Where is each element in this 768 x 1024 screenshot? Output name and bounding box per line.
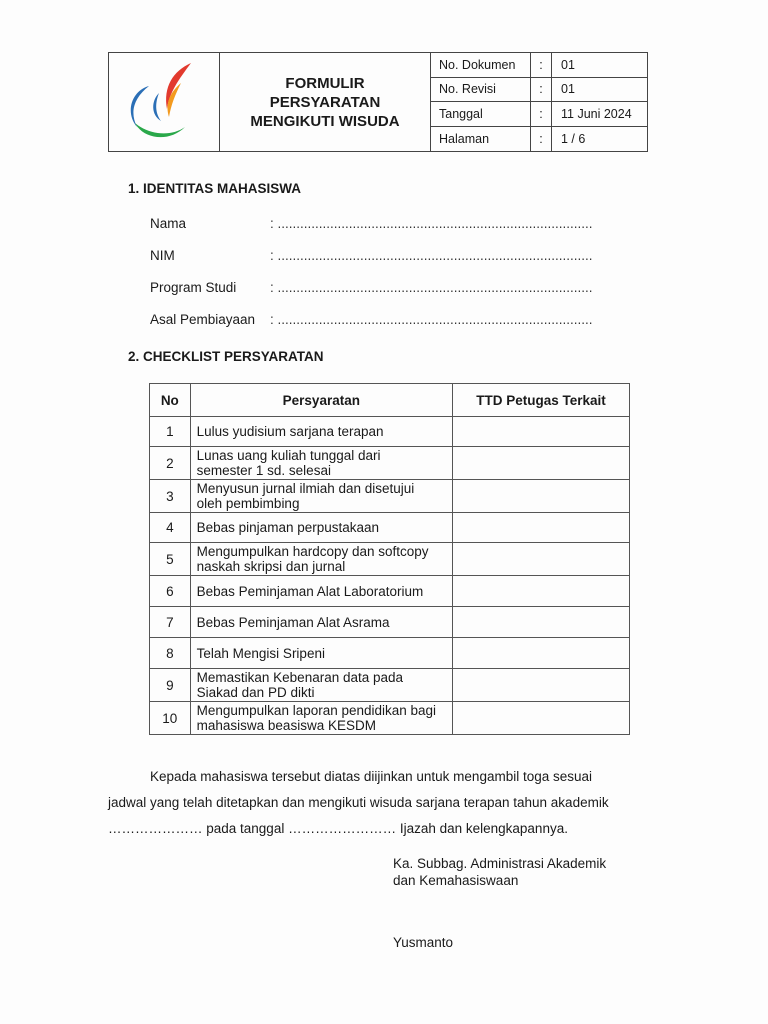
meta-value: 01 bbox=[561, 82, 575, 96]
signature-cell[interactable] bbox=[452, 480, 629, 513]
field-label: NIM bbox=[150, 248, 175, 263]
meta-label: Halaman bbox=[439, 132, 490, 146]
title-line: MENGIKUTI WISUDA bbox=[250, 112, 400, 130]
row-requirement bbox=[190, 607, 452, 638]
requirement-line: semester 1 sd. selesai bbox=[196, 463, 331, 478]
signature-cell[interactable] bbox=[452, 447, 629, 480]
row-requirement bbox=[190, 480, 452, 513]
signature-cell[interactable] bbox=[452, 513, 629, 543]
table-row bbox=[150, 417, 630, 447]
closing-paragraph bbox=[108, 764, 630, 842]
column-header-ttd: TTD Petugas Terkait bbox=[452, 384, 629, 417]
signature-cell[interactable] bbox=[452, 702, 629, 735]
requirement-line: Telah Mengisi Sripeni bbox=[196, 645, 325, 661]
row-requirement bbox=[190, 669, 452, 702]
meta-separator: : bbox=[530, 77, 552, 101]
row-number: 4 bbox=[150, 513, 191, 543]
field-fill-line[interactable]: : .................................................................................... bbox=[270, 248, 593, 263]
table-row bbox=[150, 576, 630, 607]
table-row bbox=[150, 543, 630, 576]
table-row bbox=[150, 702, 630, 735]
signer-block bbox=[393, 855, 606, 889]
document-meta bbox=[431, 53, 647, 151]
title-line: FORMULIR bbox=[285, 74, 365, 92]
closing-line: ………………… pada tanggal …………………… Ijazah dan kelengkapannya. bbox=[108, 821, 568, 836]
form-title bbox=[220, 53, 431, 151]
field-asal-pembiayaan[interactable] bbox=[150, 312, 600, 330]
requirement-line: mahasiswa beasiswa KESDM bbox=[196, 718, 376, 733]
signature-cell[interactable] bbox=[452, 576, 629, 607]
signer-name: Yusmanto bbox=[393, 935, 454, 950]
field-fill-line[interactable]: : .................................................................................... bbox=[270, 280, 593, 295]
requirement-line: Bebas Peminjaman Alat Laboratorium bbox=[196, 583, 424, 599]
row-number: 5 bbox=[150, 543, 191, 576]
field-label: Asal Pembiayaan bbox=[150, 312, 256, 327]
field-nama[interactable] bbox=[150, 216, 600, 234]
meta-value: 1 / 6 bbox=[561, 132, 586, 146]
meta-separator: : bbox=[530, 102, 552, 126]
logo-cell bbox=[109, 53, 220, 151]
section-checklist-heading: 2. CHECKLIST PERSYARATAN bbox=[128, 349, 324, 364]
meta-row-document-number bbox=[431, 53, 647, 78]
meta-label: No. Revisi bbox=[439, 82, 496, 96]
meta-value: 11 Juni 2024 bbox=[561, 107, 632, 121]
table-row bbox=[150, 669, 630, 702]
signer-title: dan Kemahasiswaan bbox=[393, 873, 519, 888]
row-requirement bbox=[190, 702, 452, 735]
row-number: 8 bbox=[150, 638, 191, 669]
table-row bbox=[150, 513, 630, 543]
row-requirement bbox=[190, 576, 452, 607]
field-label: Program Studi bbox=[150, 280, 237, 295]
meta-row-date bbox=[431, 102, 647, 127]
section-identity-heading: 1. IDENTITAS MAHASISWA bbox=[128, 181, 302, 196]
row-requirement bbox=[190, 543, 452, 576]
requirement-line: naskah skripsi dan jurnal bbox=[196, 559, 346, 574]
row-number: 2 bbox=[150, 447, 191, 480]
table-row bbox=[150, 447, 630, 480]
requirement-line: Menyusun jurnal ilmiah dan disetujui bbox=[196, 481, 415, 496]
table-row bbox=[150, 480, 630, 513]
checklist-table bbox=[149, 383, 630, 735]
row-requirement bbox=[190, 447, 452, 480]
column-header-persyaratan: Persyaratan bbox=[190, 384, 452, 417]
row-requirement bbox=[190, 638, 452, 669]
closing-line: jadwal yang telah ditetapkan dan mengikuti wisuda sarjana terapan tahun akademik bbox=[108, 795, 609, 810]
requirement-line: Mengumpulkan laporan pendidikan bagi bbox=[196, 703, 437, 718]
signature-cell[interactable] bbox=[452, 638, 629, 669]
field-fill-line[interactable]: : .................................................................................... bbox=[270, 312, 593, 327]
requirement-line: Bebas Peminjaman Alat Asrama bbox=[196, 614, 390, 630]
signature-cell[interactable] bbox=[452, 607, 629, 638]
row-requirement bbox=[190, 417, 452, 447]
meta-value: 01 bbox=[561, 58, 575, 72]
requirement-line: oleh pembimbing bbox=[196, 496, 300, 511]
table-header-row bbox=[150, 384, 630, 417]
meta-separator: : bbox=[530, 127, 552, 151]
row-number: 10 bbox=[150, 702, 191, 735]
meta-label: No. Dokumen bbox=[439, 58, 516, 72]
signature-cell[interactable] bbox=[452, 543, 629, 576]
table-row bbox=[150, 607, 630, 638]
requirement-line: Memastikan Kebenaran data pada bbox=[196, 670, 404, 685]
column-header-no: No bbox=[150, 384, 191, 417]
table-row bbox=[150, 638, 630, 669]
field-nim[interactable] bbox=[150, 248, 600, 266]
signer-title: Ka. Subbag. Administrasi Akademik bbox=[393, 856, 607, 871]
row-number: 6 bbox=[150, 576, 191, 607]
row-requirement bbox=[190, 513, 452, 543]
requirement-line: Lunas uang kuliah tunggal dari bbox=[196, 448, 381, 463]
row-number: 3 bbox=[150, 480, 191, 513]
meta-row-revision bbox=[431, 77, 647, 102]
field-program-studi[interactable] bbox=[150, 280, 600, 298]
field-fill-line[interactable]: : .................................................................................... bbox=[270, 216, 593, 231]
signature-cell[interactable] bbox=[452, 669, 629, 702]
requirement-line: Lulus yudisium sarjana terapan bbox=[196, 424, 384, 439]
title-line: PERSYARATAN bbox=[269, 93, 381, 111]
requirement-line: Bebas pinjaman perpustakaan bbox=[196, 520, 380, 535]
institution-logo-icon bbox=[109, 53, 219, 151]
field-label: Nama bbox=[150, 216, 187, 231]
closing-line: Kepada mahasiswa tersebut diatas diijinkan untuk mengambil toga sesuai bbox=[150, 769, 593, 784]
signature-cell[interactable] bbox=[452, 417, 629, 447]
requirement-line: Siakad dan PD dikti bbox=[196, 685, 315, 700]
document-header bbox=[108, 52, 648, 152]
row-number: 1 bbox=[150, 417, 191, 447]
meta-label: Tanggal bbox=[439, 107, 483, 121]
row-number: 7 bbox=[150, 607, 191, 638]
row-number: 9 bbox=[150, 669, 191, 702]
meta-row-page bbox=[431, 127, 647, 151]
requirement-line: Mengumpulkan hardcopy dan softcopy bbox=[196, 544, 429, 559]
meta-separator: : bbox=[530, 53, 552, 77]
